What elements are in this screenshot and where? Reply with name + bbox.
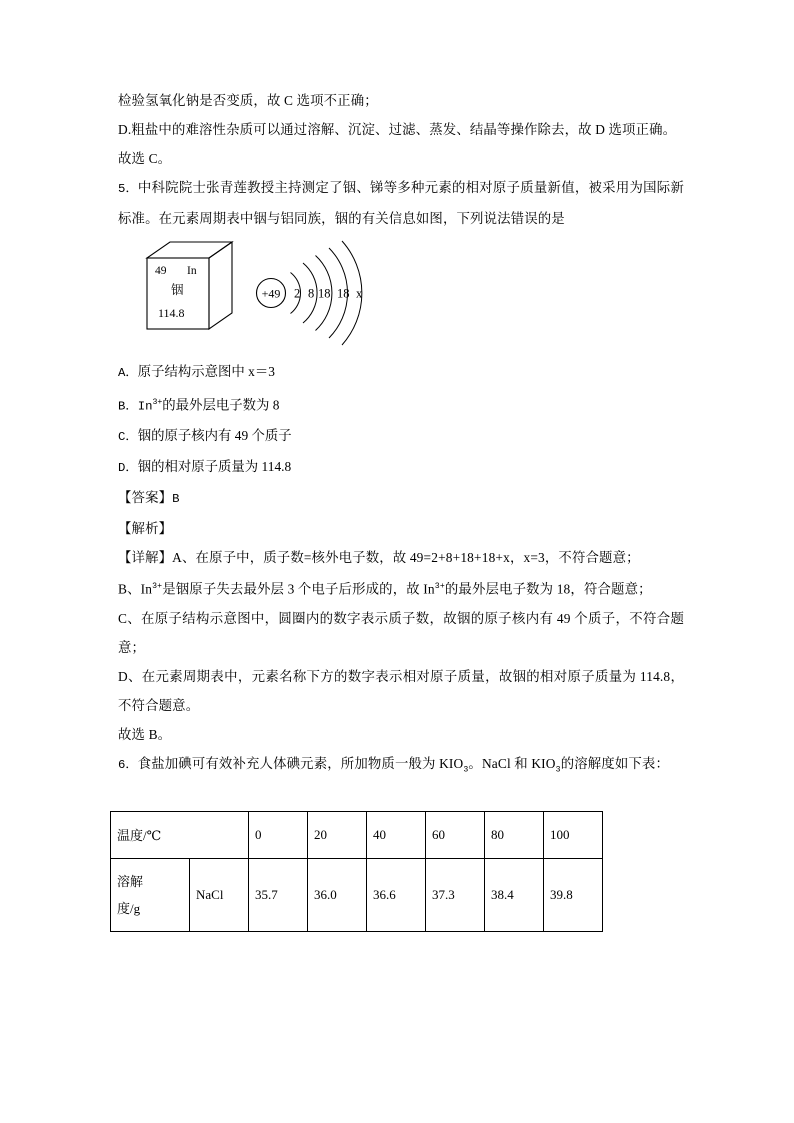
indium-element-and-atom-diagram [140,237,440,355]
detail-line-b [118,572,684,603]
shell-count-3: 18 [318,286,331,301]
detail-b-mid: 是铟原子失去最外层 3 个电子后形成的，故 In [162,581,435,597]
table-header-temp-80: 80 [485,811,544,858]
option-b-text: 的最外层电子数为 8 [162,397,280,413]
option-b [118,388,684,421]
detail-b-charge-superscript-1: 3+ [152,582,163,592]
row-label-line-1: 溶解 [117,873,144,889]
table-row-label-solubility [111,858,190,931]
option-d-text: 铟的相对原子质量为 114.8 [137,459,292,475]
question-6-stem-part-3: 的溶解度如下表： [560,755,670,771]
question-5-figure-area [118,237,684,355]
option-a-label: A． [118,366,138,380]
detail-label: 【详解】 [118,550,173,566]
table-cell-nacl-20: 36.0 [308,858,367,931]
option-b-charge-superscript: 3+ [152,398,163,407]
table-header-temp-100: 100 [544,811,603,858]
question-5-number: 5． [118,182,138,196]
nucleus-charge-label: +49 [261,286,281,301]
shell-count-5: x [356,286,363,301]
detail-b-post: 的最外层电子数为 18，符合题意； [444,581,652,597]
answer-line [118,483,684,514]
continuation-line-2: D.粗盐中的难溶性杂质可以通过溶解、沉淀、过滤、蒸发、结晶等操作除去，故 D 选项正确。 [118,122,677,137]
table-cell-nacl-0: 35.7 [249,858,308,931]
table-row-header [111,811,603,858]
question-6-number: 6． [118,757,138,772]
table-row [111,858,603,931]
question-6-stem-part-1: 食盐加碘可有效补充人体碘元素，所加物质一般为 KIO [137,755,464,771]
option-d-label: D． [118,461,138,476]
table-cell-nacl-80: 38.4 [485,858,544,931]
cube-relative-atomic-mass: 114.8 [158,306,185,320]
option-a-text: 原子结构示意图中 x＝3 [137,364,275,379]
table-cell-nacl-40: 36.6 [367,858,426,931]
option-c-label: C． [118,430,138,445]
detail-a-text: A、在原子中，质子数=核外电子数，故 49=2+8+18+18+x，x=3，不符合题意； [172,550,640,566]
answer-value: B [172,492,180,507]
cube-atomic-number: 49 [155,265,167,277]
cube-element-chinese-name: 铟 [171,283,184,297]
page-content [118,86,684,932]
option-c [118,421,684,452]
table-cell-substance-nacl: NaCl [190,858,249,931]
question-6-stem-part-2: 。NaCl 和 KIO [468,755,556,771]
table-cell-nacl-100: 39.8 [544,858,603,931]
option-c-text: 铟的原子核内有 49 个质子 [137,428,292,444]
answer-label: 【答案】 [118,490,173,506]
table-header-temp-60: 60 [426,811,485,858]
table-header-temperature-label: 温度/℃ [111,811,249,858]
table-header-temp-40: 40 [367,811,426,858]
option-b-ion-symbol: In [137,399,153,414]
question-5-stem [118,173,684,233]
detail-line-a [118,543,684,572]
detail-line-c: C、在原子结构示意图中，圆圈内的数字表示质子数，故铟的原子核内有 49 个质子，不符合题意； [118,610,684,655]
question-5-conclusion: 故选 B。 [118,726,172,742]
table-cell-nacl-60: 37.3 [426,858,485,931]
question-6-stem [118,749,684,785]
continuation-line-3: 故选 C。 [118,151,172,166]
analysis-label: 【解析】 [118,521,173,537]
table-header-temp-0: 0 [249,811,308,858]
cube-element-symbol: In [187,265,197,277]
option-a [118,357,684,388]
question-5-stem-text: 中科院院士张青莲教授主持测定了铟、锑等多种元素的相对原子质量新值，被采用为国际新标准。在元素周期表中铟与铝同族，铟的有关信息如图，下列说法错误的是 [118,180,684,226]
shell-count-2: 8 [308,286,315,301]
continuation-line-1: 检验氢氧化钠是否变质，故 C 选项不正确； [118,93,378,108]
option-d [118,452,684,483]
shell-count-4: 18 [337,286,350,301]
option-b-label: B． [118,399,138,414]
detail-b-charge-superscript-2: 3+ [434,582,445,592]
table-header-temp-20: 20 [308,811,367,858]
row-label-line-2: 度/g [117,900,141,916]
kio3-subscript-1: 3 [463,765,469,775]
detail-b-pre: B、In [118,581,153,597]
solubility-table-wrap [118,811,684,932]
detail-line-d: D、在元素周期表中，元素名称下方的数字表示相对原子质量，故铟的相对原子质量为 114.8，不符合题意。 [118,668,684,713]
kio3-subscript-2: 3 [555,765,561,775]
solubility-table [110,811,603,932]
shell-count-1: 2 [294,286,301,301]
